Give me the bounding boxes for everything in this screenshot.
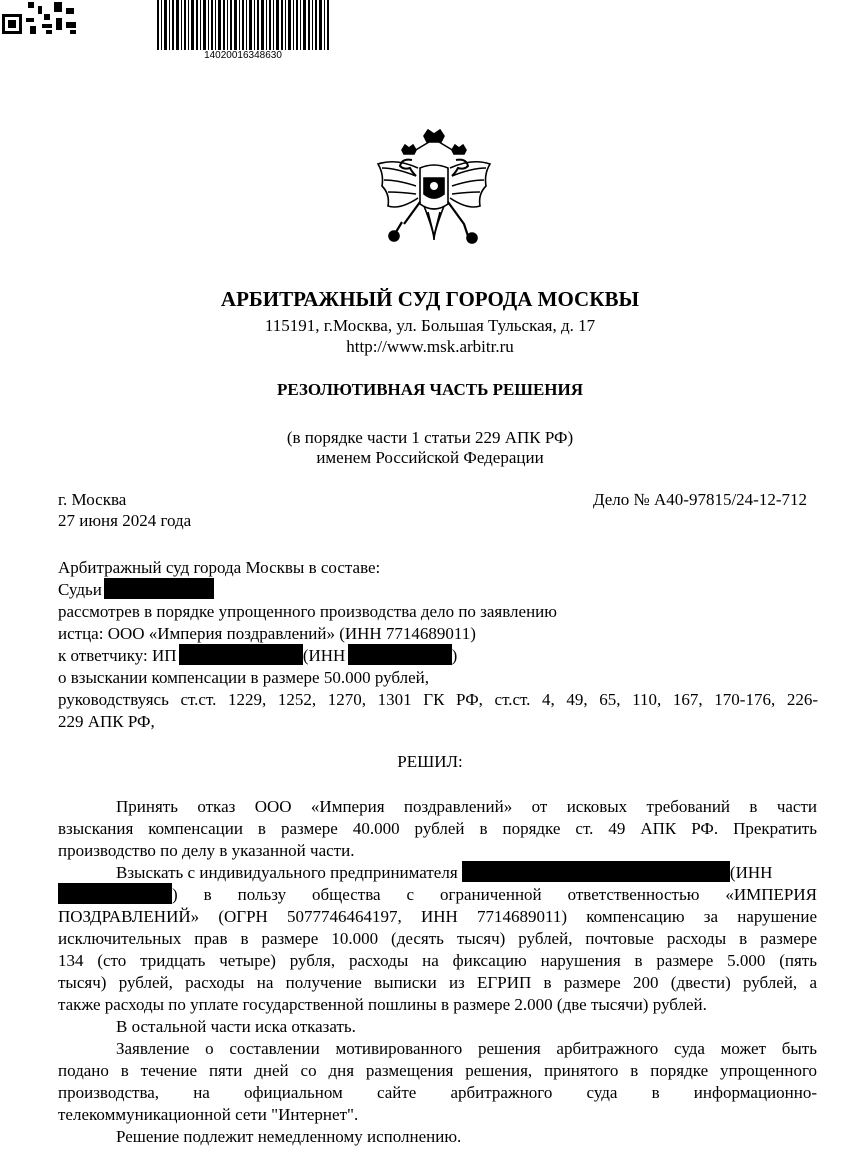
decision-p5: Решение подлежит немедленному исполнению. bbox=[116, 1127, 462, 1146]
redacted-defendant-name bbox=[179, 644, 303, 665]
redacted-defendant-inn bbox=[348, 644, 452, 665]
decision-p2-line-6: тысяч) рублей, расходы на получение выписки из ЕГРИП в размере 200 (двести) рублей, а bbox=[58, 973, 817, 992]
decision-p2-line-2-text: ) в пользу общества с ограниченной ответственностью «ИМПЕРИЯ bbox=[172, 885, 817, 904]
plaintiff-line: истца: ООО «Империя поздравлений» (ИНН 7714689011) bbox=[58, 624, 476, 643]
redacted-entrepreneur-inn bbox=[58, 883, 172, 904]
decision-p4-line-2: подано в течение пяти дней со дня размещения решения, принятого в порядке упрощенного bbox=[58, 1061, 817, 1080]
decision-p3: В остальной части иска отказать. bbox=[116, 1017, 356, 1036]
judge-line bbox=[58, 578, 818, 600]
intro-block bbox=[58, 556, 818, 732]
decision-p4-line-4: телекоммуникационной сети "Интернет". bbox=[58, 1105, 359, 1124]
decision-p1-line-3: производство по делу в указанной части. bbox=[58, 841, 355, 860]
decision-body bbox=[58, 795, 817, 1147]
decision-p2-line-1 bbox=[58, 861, 817, 883]
decision-p2-line-5: 134 (сто тридцать четыре) рубля, расходы на фиксацию нарушения в размере 5.000 (пять bbox=[58, 951, 817, 970]
defendant-inn-prefix: (ИНН bbox=[302, 646, 346, 665]
in-the-name-of: именем Российской Федерации bbox=[316, 448, 544, 467]
case-number: Дело № А40-97815/24-12-712 bbox=[592, 490, 807, 509]
decision-p2-inn: (ИНН bbox=[729, 863, 773, 882]
decision-p2-line-7: также расходы по уплате государственной пошлины в размере 2.000 (две тысячи) рублей. bbox=[58, 995, 707, 1014]
decision-date: 27 июня 2024 года bbox=[58, 511, 192, 530]
redacted-entrepreneur-name bbox=[462, 861, 730, 882]
decision-p4-line-1: Заявление о составлении мотивированного решения арбитражного суда может быть bbox=[116, 1039, 817, 1058]
decision-p2-line-4: исключительных прав в размере 10.000 (десять тысяч) рублей, почтовые расходы в размере bbox=[58, 929, 817, 948]
considered-line: рассмотрев в порядке упрощенного производства дело по заявлению bbox=[58, 602, 557, 621]
court-website-link[interactable]: http://www.msk.arbitr.ru bbox=[346, 337, 514, 356]
redacted-judge-name bbox=[104, 578, 214, 599]
decision-p4-line-3: производства, на официальном сайте арбитражного суда в информационно- bbox=[58, 1083, 817, 1102]
decision-p2-line-2 bbox=[58, 883, 817, 905]
legal-basis: (в порядке части 1 статьи 229 АПК РФ) bbox=[286, 428, 574, 447]
city: г. Москва bbox=[58, 490, 127, 509]
decision-p2-line-3: ПОЗДРАВЛЕНИЙ» (ОГРН 5077746464197, ИНН 7714689011) компенсацию за нарушение bbox=[58, 907, 817, 926]
document-title: РЕЗОЛЮТИВНАЯ ЧАСТЬ РЕШЕНИЯ bbox=[276, 380, 584, 399]
decision-p1-line-1: Принять отказ ООО «Империя поздравлений» от исковых требований в части bbox=[116, 797, 817, 816]
qr-code bbox=[0, 0, 80, 36]
barcode bbox=[157, 0, 329, 50]
guided-line-2: 229 АПК РФ, bbox=[58, 712, 155, 731]
decided-heading: РЕШИЛ: bbox=[397, 752, 463, 771]
court-name: АРБИТРАЖНЫЙ СУД ГОРОДА МОСКВЫ bbox=[220, 287, 640, 311]
defendant-inn-suffix: ) bbox=[451, 646, 458, 665]
defendant-line bbox=[58, 644, 818, 666]
decision-p1-line-2: взыскания компенсации в размере 40.000 рублей в порядке ст. 49 АПК РФ. Прекратить bbox=[58, 819, 817, 838]
judge-prefix: Судьи bbox=[58, 580, 102, 599]
court-composition: Арбитражный суд города Москвы в составе: bbox=[58, 558, 381, 577]
defendant-prefix: к ответчику: ИП bbox=[58, 646, 177, 665]
guided-line-1: руководствуясь ст.ст. 1229, 1252, 1270, 1301 ГК РФ, ст.ст. 4, 49, 65, 110, 167, 170-176, 226- bbox=[58, 690, 818, 709]
state-emblem-icon bbox=[372, 128, 496, 256]
barcode-number: 14020016348630 bbox=[204, 50, 282, 61]
decision-p2-prefix: Взыскать с индивидуального предпринимателя bbox=[116, 863, 458, 882]
court-address: 115191, г.Москва, ул. Большая Тульская, д. 17 bbox=[264, 316, 596, 335]
claim-line: о взыскании компенсации в размере 50.000 рублей, bbox=[58, 668, 430, 687]
